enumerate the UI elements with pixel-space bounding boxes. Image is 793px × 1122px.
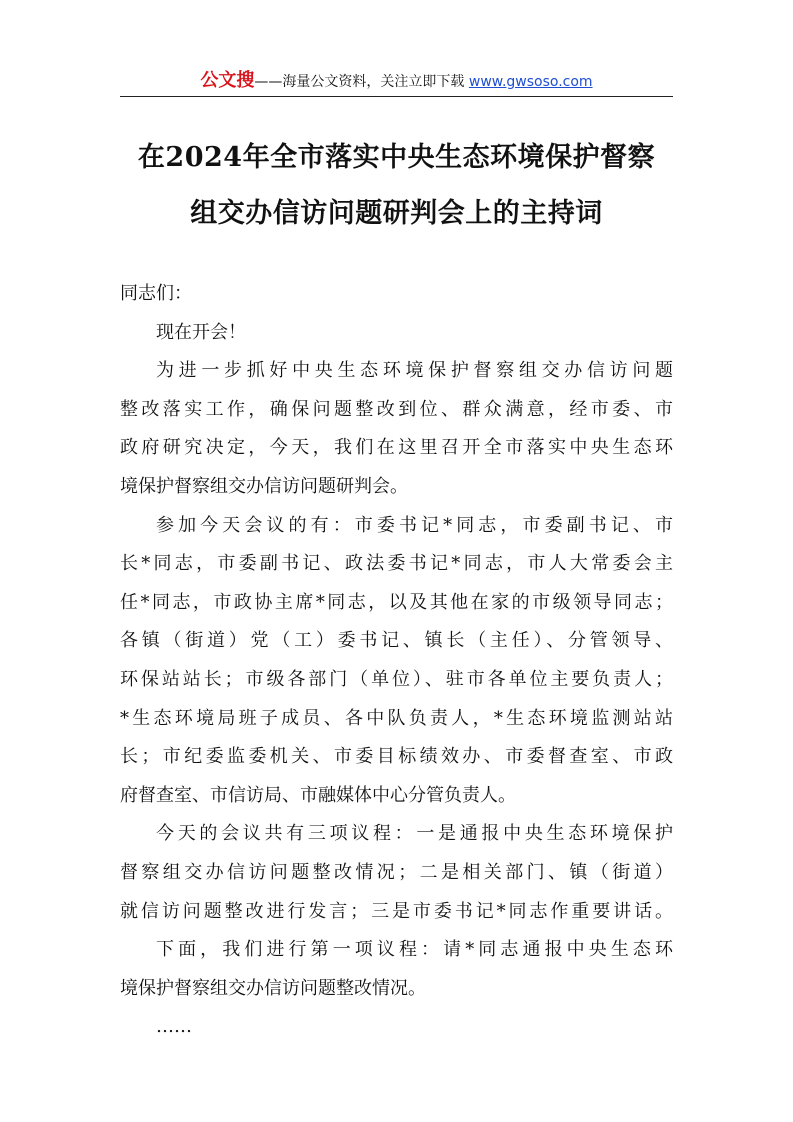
paragraph-3 (120, 507, 673, 816)
paragraph-2 (120, 352, 673, 506)
header-tagline: ——海量公文资料，关注立即下载 (254, 74, 465, 90)
document-body (120, 275, 673, 1047)
document-title (110, 130, 683, 242)
paragraph-line: 现在开会！ (156, 321, 246, 343)
paragraph-line: 长*同志，市委副书记、政法委书记*同志，市人大常委会主 (120, 553, 673, 575)
paragraph-line: 境保护督察组交办信访问题整改情况。 (120, 977, 426, 999)
paragraph-line: 参加今天会议的有：市委书记*同志，市委副书记、市 (156, 514, 673, 536)
salutation: 同志们： (120, 283, 192, 304)
paragraph-line: 今天的会议共有三项议程：一是通报中央生态环境保护 (156, 823, 673, 845)
paragraph-line: *生态环境局班子成员、各中队负责人，*生态环境监测站站 (120, 707, 673, 729)
paragraph-line: 任*同志，市政协主席*同志，以及其他在家的市级领导同志； (120, 591, 673, 613)
paragraph-line: 为进一步抓好中央生态环境保护督察组交办信访问题 (156, 360, 673, 382)
brand-logo-text: 公文搜 (200, 70, 255, 91)
paragraph-line: 就信访问题整改进行发言；三是市委书记*同志作重要讲话。 (120, 900, 673, 922)
paragraph-line: 整改落实工作，确保问题整改到位、群众满意，经市委、市 (120, 398, 673, 420)
header-divider (120, 96, 673, 97)
title-line-1: 在2024年全市落实中央生态环境保护督察 (137, 142, 656, 173)
ellipsis: …… (156, 1016, 192, 1038)
header-link[interactable]: www.gwsoso.com (468, 74, 593, 90)
title-line-2: 组交办信访问题研判会上的主持词 (190, 198, 603, 229)
page-header (120, 68, 673, 94)
paragraph-5 (120, 931, 673, 1008)
paragraph-4 (120, 815, 673, 931)
paragraph-1 (120, 314, 673, 353)
paragraph-line: 各镇（街道）党（工）委书记、镇长（主任）、分管领导、 (120, 630, 673, 652)
paragraph-line: 境保护督察组交办信访问题研判会。 (120, 475, 408, 497)
paragraph-6 (120, 1008, 673, 1047)
paragraph-line: 政府研究决定，今天，我们在这里召开全市落实中央生态环 (120, 437, 673, 459)
paragraph-line: 下面，我们进行第一项议程：请*同志通报中央生态环 (156, 939, 673, 961)
paragraph-line: 环保站站长；市级各部门（单位）、驻市各单位主要负责人； (120, 668, 673, 690)
paragraph-line: 督察组交办信访问题整改情况；二是相关部门、镇（街道） (120, 861, 673, 883)
paragraph-line: 府督查室、市信访局、市融媒体中心分管负责人。 (120, 784, 516, 806)
paragraph-line: 长；市纪委监委机关、市委目标绩效办、市委督查室、市政 (120, 746, 673, 768)
